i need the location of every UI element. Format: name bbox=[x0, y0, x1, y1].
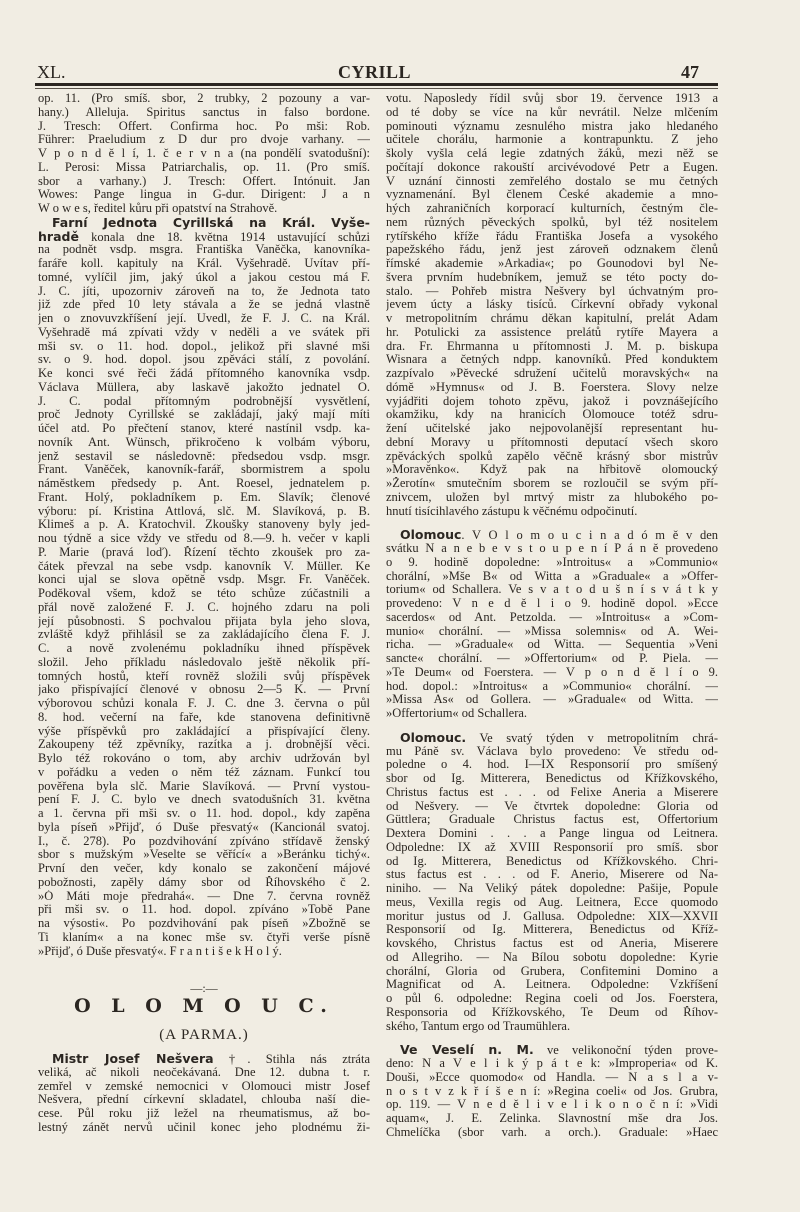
text-line: na podnět vsdp. msgra. Františka Vaněčka, kanovníka- bbox=[38, 243, 370, 257]
text-line: rytířského kříže řádu Františka Josefa a vysokého bbox=[386, 229, 718, 243]
text-line: faráře koll. kapituly na Král. Vyšehradě. Uvítav pří- bbox=[38, 257, 370, 270]
text-line: Wisnara a četných ndpp. kanovníků. Před konduktem bbox=[386, 353, 718, 367]
text-line: provedeno: V n e d ě l i o 9. hodině dopol. »Ecce bbox=[386, 597, 718, 610]
text-line: V p o n d ě l í, 1. č e r v n a (na pondělí svatodušní): bbox=[38, 147, 370, 160]
paragraph bbox=[386, 92, 718, 518]
text-line: sacerdos« od Ant. Petzolda. — »Introitus« a »Com- bbox=[386, 610, 718, 624]
text-line: Poděkoval všem, kdož se této schůze zúčastnili a bbox=[38, 587, 370, 600]
text-line: Frant. Holý, pokladníkem p. Em. Slavík; členové bbox=[38, 490, 370, 504]
text-line: W o w e s, ředitel kůru při opatství na Strahově. bbox=[38, 202, 278, 215]
text-line: »Ó Máti moje předrahá«. — Dne 7. června rovněž bbox=[38, 889, 370, 903]
text-line: konci ujal se slova opětně vsdp. Msgr. Fr. Vaněček. bbox=[38, 573, 370, 587]
bold-heading: Ve Veselí n. M. bbox=[400, 1043, 534, 1057]
text-line: pení F. J. C. bylo ve dnech svatodušních 31. května bbox=[38, 793, 370, 807]
text-line: P. Marie (pravá loď). Řízení těchto zkoušek pro za- bbox=[38, 545, 370, 559]
text-line: římské akademie »Arkadia«; po Gounodovi byl Ne- bbox=[386, 257, 718, 270]
line-text: . V O l o m o u c i n a d ó m ě v den bbox=[461, 528, 718, 542]
text-line: papežského řádu, jenž jest zároveň odznakem členů bbox=[386, 243, 718, 257]
text-line: při mši sv. o 11. hod. dopol. zpíváno »Tobě Pane bbox=[38, 903, 370, 917]
text-line: o 9. hodině dopoledne: »Introitus« a »Communio« bbox=[386, 555, 718, 569]
text-line: jevem úcty a lásky tisíců. Církevní obřady vykonal bbox=[386, 298, 718, 312]
text-line: hnutí tisícihlavého zástupu k věčnému odpočinutí. bbox=[386, 504, 638, 518]
text-line bbox=[38, 230, 370, 244]
text-line: tomné, vylíčil jim, jaký úkol a jakou cestou má F. bbox=[38, 270, 370, 284]
text-line: lestný zánět nervů učinil konec jeho plodnému ži- bbox=[38, 1120, 370, 1134]
line-text: Ve svatý týden v metropolitním chrá- bbox=[466, 730, 718, 745]
text-line: a 1. června při mši sv. o 11. hod. dopol., kdy zapěna bbox=[38, 807, 370, 820]
text-line: proč Jednoty Cyrillské se zakládají, jaký mají míti bbox=[38, 408, 370, 422]
text-line: veliká, ač nikoli neočekávaná. Dne 12. dubna t. r. bbox=[38, 1065, 370, 1079]
header-rule bbox=[35, 83, 718, 86]
text-line: sbor od Ig. Mitterera, Benedictus od Křížkovského, bbox=[386, 772, 718, 785]
text-line: svátku N a n e b e v s t o u p e n í P á n ě provedeno bbox=[386, 542, 718, 555]
text-line: poledne o 4. hod. I—IX Responsorií pro smíšený bbox=[386, 758, 718, 772]
text-line: niniho. — Na Veliký pátek dopoledne: Pašije, Popule bbox=[386, 882, 718, 895]
text-line: čátek převzal na sebe vsdp. kanovník V. Müller. Ke bbox=[38, 559, 370, 573]
text-line: torium« od Schallera. Ve s v a t o d u š n í s v á t k y bbox=[386, 583, 718, 597]
bold-heading: Farní Jednota Cyrillská na Král. Vyše- bbox=[52, 215, 370, 230]
text-line: sv. o 9. hod. dopol. jsou zpěváci stálí, z povolání. bbox=[38, 353, 370, 367]
text-line: J. Tresch: Offert. Confirma hoc. Po mši: Rob. bbox=[38, 119, 370, 133]
text-line: deno: N a V e l i k ý p á t e k: »Improperia« od K. bbox=[386, 1057, 718, 1070]
text-line: nou týdně a sice vždy ve středu od 8.—9. h. večer v kapli bbox=[38, 532, 370, 545]
text-line: vyznamenání. Byl členem České akademie a mno- bbox=[386, 188, 718, 202]
text-line: Zakoupeny též zpěvníky, razítka a j. drobnější věci. bbox=[38, 738, 370, 752]
text-line: zvláště když přihlásil se za zakládajícího člena F. J. bbox=[38, 628, 370, 642]
text-line: Odpoledne: IX až XVIII Responsorií pro smíš. sbor bbox=[386, 840, 718, 854]
text-line: dební Moravy u přítomnosti deputací všech skoro bbox=[386, 435, 718, 449]
text-line: pověřena byla slč. Marie Slavíková. — První vystou- bbox=[38, 779, 370, 793]
text-line: moritur justus od J. Gallusa. Odpoledne: XIX—XXVII bbox=[386, 909, 718, 923]
text-line: přál nově založené F. J. C. hojného zdaru na poli bbox=[38, 600, 370, 614]
left-column-continued bbox=[38, 1052, 370, 1135]
text-line: sbor s mužským »Veselte se věřící« a »Beránku tichý«. bbox=[38, 848, 370, 862]
text-line: hod. dopol.: »Introitus« a »Communio« chorální. — bbox=[386, 679, 718, 693]
bold-heading: Mistr Josef Nešvera bbox=[52, 1052, 214, 1066]
text-line: n o s t v z k ř í š e n í: »Regina coeli« od Jos. Grubra, bbox=[386, 1084, 718, 1098]
text-line: hých zahraničních korporací kulturních, čestným čle- bbox=[386, 202, 718, 215]
text-line: J. C. jíti, upozorniv zároveň na to, že Jednota tato bbox=[38, 284, 370, 298]
text-line: richa. — »Graduale« od Witta. — Sequentia »Veni bbox=[386, 638, 718, 652]
text-line: kovského, Christus factus est od Aneria, Miserere bbox=[386, 937, 718, 950]
text-line: votu. Naposledy řídil svůj sbor 19. července 1913 a bbox=[386, 92, 718, 105]
text-line: zazpívalo »Pěvecké sdružení učitelů moravských« na bbox=[386, 367, 718, 380]
text-line: Klimeš a p. A. Kratochvil. Zkoušky stanoveny byly jed- bbox=[38, 518, 370, 532]
text-line: aquam«, J. E. Zelinka. Slavnostní mše dra Jos. bbox=[386, 1112, 718, 1125]
text-line: tomných hostů, kteří rovněž složili svůj příspěvek bbox=[38, 669, 370, 683]
text-line: I., č. 278). Po pozdvihování zpíváno střídavě ženský bbox=[38, 834, 370, 848]
text-line: op. 11. (Pro smíš. sbor, 2 trubky, 2 pozouny a var- bbox=[38, 92, 370, 105]
paragraph bbox=[386, 1043, 718, 1139]
text-line: učitele chorálu, harmonie a kontrapunktu. Z jeho bbox=[386, 133, 718, 147]
text-line: zemřel v zemské nemocnici v Olomouci mistr Josef bbox=[38, 1079, 370, 1093]
text-line: od té doby se více na kůr nevrátil. Nelze mlčením bbox=[386, 105, 718, 119]
text-line: v pořádku a veden o něm též záznam. Funkcí tou bbox=[38, 765, 370, 779]
volume-number: XL. bbox=[37, 62, 66, 82]
text-line: 8. hod. večerní na faře, kde stanovena definitivně bbox=[38, 710, 370, 724]
text-line: Responsorií od Ig. Mitterera, Benedictus od Kříž- bbox=[386, 923, 718, 937]
text-line: Wowes: Pange lingua in G-dur. Dirigent: J a n bbox=[38, 188, 370, 202]
text-line: sancte« chorální. — »Offertorium« od P. Piela. — bbox=[386, 652, 718, 665]
text-line: žení učitelské jako nejpovolanější representant hu- bbox=[386, 422, 718, 435]
text-line bbox=[386, 731, 718, 745]
text-line: zpěváckých spolků zapělo věčně krásný sbor mistrův bbox=[386, 449, 718, 463]
text-line: Nešvera, přední církevní skladatel, chlouba naší die- bbox=[38, 1093, 370, 1107]
text-line: »Žerotín« smutečním sborem se rozloučil se svým pří- bbox=[386, 477, 718, 490]
text-line: hany.) Alleluja. Spiritus sanctus in falso bordone. bbox=[38, 105, 370, 119]
text-line: o půl 6. odpoledne: Regina coeli od Jos. Foerstera, bbox=[386, 992, 718, 1005]
text-line: výše příspěvků pro zakládající a přispívající členy. bbox=[38, 724, 370, 738]
text-line: od Ig. Mitterera, Benedictus od Křížkovského. Chri- bbox=[386, 854, 718, 868]
text-line: od Allegriho. — Na Bílou sobotu dopoledne: Kyrie bbox=[386, 950, 718, 964]
text-line: školy vyšla celá legie zdatných žáků, mezi něž se bbox=[386, 147, 718, 160]
text-line: Dextera Domini . . . a Pange lingua od Leitnera. bbox=[386, 827, 718, 840]
line-text: †. Stihla nás ztráta bbox=[213, 1052, 370, 1066]
text-line: jenž sestavil se následovně: předsedou vsdp. msgr. bbox=[38, 449, 370, 463]
text-line: Christus factus est . . . od Felixe Aneria a Miserere bbox=[386, 785, 718, 799]
text-line: op. 119. — V n e d ě l i v e l i k o n o č n í: »Vidi bbox=[386, 1098, 718, 1112]
text-line: Führer: Praeludium z D dur pro dvoje varhany. — bbox=[38, 133, 370, 147]
text-line: První den večer, kdy konalo se zakončení májové bbox=[38, 862, 370, 875]
right-column bbox=[386, 92, 718, 1140]
bold-heading: Olomouc bbox=[400, 528, 462, 542]
text-line: na výsosti«. Po pozdvihování pak píseň »Zbožně se bbox=[38, 917, 370, 930]
text-line: pobožnosti, zapěly dámy sbor od Říhovského č 2. bbox=[38, 875, 370, 889]
text-line: C. a nově zvolenému pokladníku ihned příspěvek bbox=[38, 642, 370, 655]
text-line: hr. Potulicki za assistence prelátů rytíře Mayera a bbox=[386, 325, 718, 339]
text-line bbox=[386, 1043, 718, 1057]
text-line: J. C. podal přítomným podrobnější vysvětlení, bbox=[38, 394, 370, 408]
text-line: výboru: pí. Kristina Attlová, slč. M. Slavíková, p. B. bbox=[38, 504, 370, 518]
text-line: jako přispívající členové v obnosu 2—5 K. — První bbox=[38, 683, 370, 697]
paragraph bbox=[38, 216, 370, 959]
text-line: dómě »Hymnus« od J. B. Foerstera. Slovy nelze bbox=[386, 380, 718, 394]
text-line: od Nešvery. — Ve čtvrtek dopoledne: Gloria od bbox=[386, 799, 718, 813]
text-line: náměstkem předsedy p. Ant. Roesel, jednatelem p. bbox=[38, 477, 370, 490]
text-line bbox=[38, 216, 370, 230]
text-line: nem různých pěveckých spolků, byl též nositelem bbox=[386, 215, 718, 229]
text-line: její působnosti. S pochvalou přijata byla jeho slova, bbox=[38, 614, 370, 628]
text-line: vyjádřiti dojem tohoto zpěvu, jakož i povznášejícího bbox=[386, 394, 718, 408]
text-line: v metropolitním chrámu děkan kapitulní, prelát Adam bbox=[386, 312, 718, 325]
text-line: »Missa As« od Gollera. — »Graduale« od Witta. — bbox=[386, 693, 718, 707]
text-line: chorální, »Mše B« od Witta a »Graduale« a »Offer- bbox=[386, 569, 718, 583]
text-line: počítají dokonce rakouští arcivévodové Petr a Eugen. bbox=[386, 160, 718, 174]
paragraph bbox=[38, 92, 370, 216]
text-line: sbor a varhany.) J. Tresch: Offert. Intónuit. Jan bbox=[38, 174, 370, 188]
text-line: okamžiku, kdy na hranicích Olomouce totéž sdru- bbox=[386, 408, 718, 422]
paragraph bbox=[386, 528, 718, 721]
bold-heading: hradě bbox=[38, 229, 79, 244]
section-separator: —:— bbox=[190, 981, 218, 995]
text-line: jen o znovuvzkříšení její. Uvedl, že F. J. C. na Král. bbox=[38, 312, 370, 325]
text-line: již zde před 10 lety stávala a že se jedná vlastně bbox=[38, 298, 370, 312]
text-line: Václava Müllera, aby laskavě jakožto jednatel O. bbox=[38, 380, 370, 394]
text-line: »Te Deum« od Foerstera. — V p o n d ě l í o 9. bbox=[386, 665, 718, 679]
paragraph bbox=[38, 1052, 370, 1135]
text-line: »Moravěnko«. Když pak na hřbitově olomoucký bbox=[386, 463, 718, 477]
text-line: pominouti významu zesnulého mistra jako hledaného bbox=[386, 119, 718, 133]
text-line: švera prvním hudebníkem, jemuž se této pocty do- bbox=[386, 270, 718, 284]
line-text: konala dne 18. května 1914 ustavující schůzi bbox=[78, 229, 370, 244]
text-line: Frant. Vaněček, kanovník-farář, sbormistrem a spolu bbox=[38, 463, 370, 477]
text-line: Magnificat od A. Leitnera. Odpoledne: Vzkříšení bbox=[386, 978, 718, 992]
text-line: Bylo též rokováno o tom, aby archiv udržován byl bbox=[38, 752, 370, 765]
text-line: mši sv. o 11. hod. dopol., jelikož při slavné mši bbox=[38, 339, 370, 353]
text-line: Vyšehradě má zpívati vždy v neděli a ve svátek při bbox=[38, 325, 370, 339]
text-line: Güttlera; Graduale Christus factus est, Offertorium bbox=[386, 813, 718, 827]
text-line: dra. Fr. Ehrmanna u přítomnosti J. M. p. biskupa bbox=[386, 339, 718, 353]
text-line bbox=[38, 1052, 370, 1066]
bold-heading: Olomouc. bbox=[400, 730, 467, 745]
text-line: Douši, »Ecce quomodo« od Handla. — N a s l a v- bbox=[386, 1070, 718, 1084]
text-line: chorální, Gloria od Grubera, Confitemini Domino a bbox=[386, 964, 718, 978]
text-line: byla píseň »Přijď, ó Duše přesvatý« (Kancionál svatoj. bbox=[38, 820, 370, 834]
text-line: cese. Půl roku již ležel na rheumatismus, až bo- bbox=[38, 1107, 370, 1120]
text-line: složil. Jeho příkladu následovalo ještě několik pří- bbox=[38, 655, 370, 669]
journal-title: CYRILL bbox=[338, 62, 412, 82]
header-rule-thin bbox=[35, 88, 718, 89]
text-line: mu Páně sv. Václava bylo provedeno: Ve středu od- bbox=[386, 744, 718, 758]
text-line: Ke konci své řeči žádá přítomného kanovníka vsdp. bbox=[38, 367, 370, 380]
text-line: munio« chorální. — »Missa solemnis« od A. Wei- bbox=[386, 624, 718, 638]
text-line: L. Perosi: Missa Patriarchalis, op. 11. (Pro smíš. bbox=[38, 160, 370, 174]
text-line: meus, Vexilla regis od Aug. Leitnera, Ecce quomodo bbox=[386, 895, 718, 909]
text-line: účel atd. Po přečtení stanov, které nastínil vsdp. ka- bbox=[38, 422, 370, 435]
paragraph bbox=[386, 731, 718, 1034]
text-line: novník Ant. Wünsch, přikročeno k volbám výboru, bbox=[38, 435, 370, 449]
left-column bbox=[38, 92, 370, 958]
text-line: »Přijď, ó Duše přesvatý«. F r a n t i š e k H o l ý. bbox=[38, 944, 282, 958]
text-line: výborovou schůzi konala F. J. C. dne 3. června o půl bbox=[38, 697, 370, 710]
text-line: Responsoria od Křížkovského, Te Deum od Říhov- bbox=[386, 1005, 718, 1019]
text-line: V uznání činnosti zemřelého dostalo se mu četných bbox=[386, 174, 718, 188]
text-line: Chmelíčka (sbor varh. a orch.). Graduale: »Haec bbox=[386, 1125, 718, 1139]
line-text: ve velikonoční týden prove- bbox=[533, 1043, 718, 1057]
text-line: Ti klaním« a na konec mše sv. čtyři verše písně bbox=[38, 930, 370, 944]
text-line: stus factus est . . . od F. Anerio, Miserere od Na- bbox=[386, 868, 718, 882]
page-number: 47 bbox=[681, 62, 699, 82]
section-heading: O L O M O U C. bbox=[74, 995, 334, 1017]
section-subheading: (A PARMA.) bbox=[159, 1027, 249, 1043]
text-line: ského, Tantum ergo od Traumühlera. bbox=[386, 1019, 571, 1033]
text-line bbox=[386, 528, 718, 542]
text-line: stalo. — Pohřeb mistra Nešvery byl úchvatným pro- bbox=[386, 284, 718, 298]
text-line: »Offertorium« od Schallera. bbox=[386, 707, 528, 720]
text-line: znivcem, uložen byl mrtvý mistr za hlubokého po- bbox=[386, 490, 718, 504]
